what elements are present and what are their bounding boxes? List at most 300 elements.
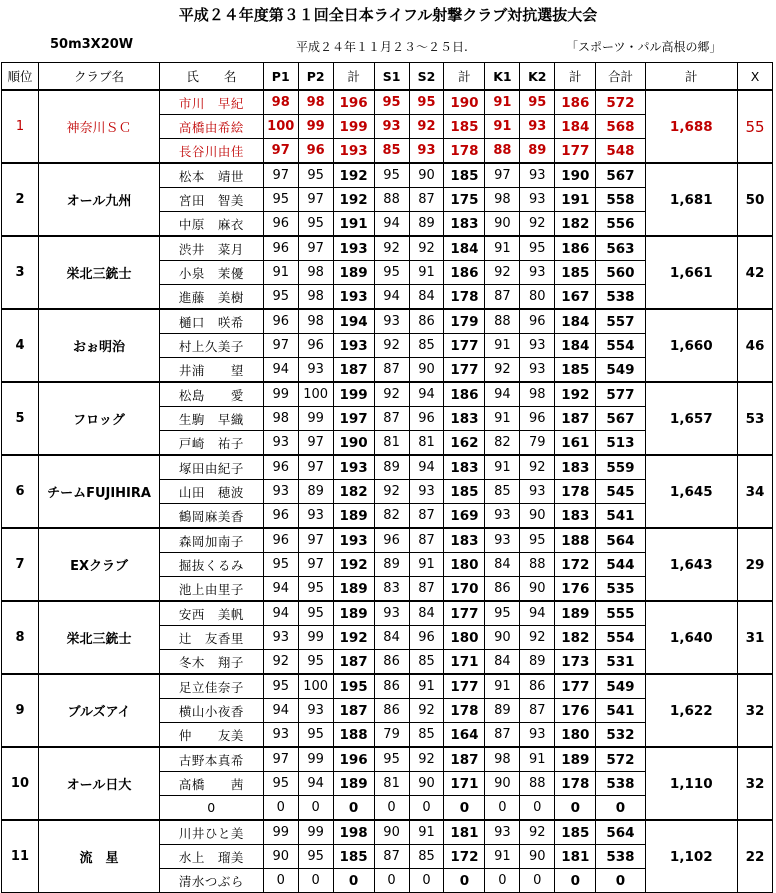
score-cell-k: 191 <box>555 188 596 212</box>
score-cell-p1: 97 <box>263 334 298 358</box>
shooter-name-cell: 0 <box>160 796 264 821</box>
score-cell-s2: 94 <box>409 455 444 480</box>
score-cell-k2: 88 <box>520 553 555 577</box>
score-cell-s2: 96 <box>409 626 444 650</box>
score-cell-k2: 92 <box>520 455 555 480</box>
score-cell-k1: 88 <box>485 139 520 164</box>
score-cell-k1: 94 <box>485 382 520 407</box>
score-cell-p: 189 <box>333 772 374 796</box>
score-cell-p2: 0 <box>298 869 333 893</box>
score-cell-p1: 94 <box>263 699 298 723</box>
score-cell-s2: 91 <box>409 261 444 285</box>
score-cell-s: 177 <box>444 334 485 358</box>
score-cell-k: 186 <box>555 236 596 261</box>
score-cell-k: 161 <box>555 431 596 456</box>
score-cell-p2: 98 <box>298 285 333 310</box>
x-count-cell: 31 <box>737 601 772 674</box>
score-cell-sum: 538 <box>596 845 645 869</box>
score-cell-s: 0 <box>444 796 485 821</box>
shooter-name-cell: 進藤 美樹 <box>160 285 264 310</box>
score-cell-s: 177 <box>444 358 485 383</box>
score-cell-p1: 98 <box>263 90 298 115</box>
column-header: 計 <box>333 63 374 91</box>
score-cell-k1: 98 <box>485 188 520 212</box>
score-cell-k2: 93 <box>520 358 555 383</box>
score-cell-p2: 98 <box>298 90 333 115</box>
score-cell-s: 177 <box>444 674 485 699</box>
score-cell-s: 178 <box>444 139 485 164</box>
score-cell-p2: 99 <box>298 747 333 772</box>
score-cell-k1: 0 <box>485 796 520 821</box>
score-cell-p2: 98 <box>298 309 333 334</box>
score-cell-s2: 0 <box>409 869 444 893</box>
score-cell-k: 187 <box>555 407 596 431</box>
club-name-cell: 栄北三銃士 <box>38 236 159 309</box>
score-cell-p2: 99 <box>298 820 333 845</box>
score-cell-s: 175 <box>444 188 485 212</box>
score-cell-k: 167 <box>555 285 596 310</box>
score-cell-sum: 0 <box>596 796 645 821</box>
x-count-cell: 32 <box>737 747 772 820</box>
score-cell-p: 0 <box>333 796 374 821</box>
team-total-cell: 1,102 <box>645 820 737 893</box>
score-cell-sum: 549 <box>596 358 645 383</box>
score-cell-p: 192 <box>333 626 374 650</box>
table-body <box>2 90 773 893</box>
score-cell-s: 181 <box>444 820 485 845</box>
score-cell-p: 187 <box>333 650 374 675</box>
score-cell-sum: 538 <box>596 285 645 310</box>
team-total-cell: 1,643 <box>645 528 737 601</box>
score-cell-k1: 0 <box>485 869 520 893</box>
team-total-cell: 1,622 <box>645 674 737 747</box>
score-cell-sum: 564 <box>596 528 645 553</box>
score-cell-sum: 567 <box>596 407 645 431</box>
results-table <box>1 62 773 893</box>
score-cell-p1: 90 <box>263 845 298 869</box>
score-cell-k2: 0 <box>520 796 555 821</box>
score-cell-p1: 96 <box>263 309 298 334</box>
score-cell-s1: 92 <box>374 236 409 261</box>
score-cell-p2: 99 <box>298 115 333 139</box>
club-name-cell: ブルズアイ <box>38 674 159 747</box>
score-cell-s2: 85 <box>409 650 444 675</box>
score-cell-p1: 96 <box>263 504 298 529</box>
column-header: P2 <box>298 63 333 91</box>
score-cell-p: 193 <box>333 334 374 358</box>
score-cell-p1: 95 <box>263 674 298 699</box>
score-cell-p1: 93 <box>263 431 298 456</box>
score-cell-sum: 554 <box>596 626 645 650</box>
score-cell-sum: 545 <box>596 480 645 504</box>
score-cell-s1: 93 <box>374 309 409 334</box>
score-cell-p2: 96 <box>298 334 333 358</box>
column-header: S1 <box>374 63 409 91</box>
table-header-row <box>2 63 773 91</box>
shooter-name-cell: 水上 瑠美 <box>160 845 264 869</box>
score-cell-p: 185 <box>333 845 374 869</box>
score-cell-sum: 549 <box>596 674 645 699</box>
score-cell-sum: 548 <box>596 139 645 164</box>
score-cell-s2: 0 <box>409 796 444 821</box>
score-cell-p: 192 <box>333 188 374 212</box>
score-cell-s1: 0 <box>374 869 409 893</box>
table-row <box>2 455 773 480</box>
score-cell-p2: 89 <box>298 480 333 504</box>
shooter-name-cell: 安西 美帆 <box>160 601 264 626</box>
score-cell-s1: 88 <box>374 188 409 212</box>
score-cell-k2: 92 <box>520 212 555 237</box>
rank-cell: 9 <box>2 674 39 747</box>
score-cell-s2: 87 <box>409 528 444 553</box>
club-name-cell: 流 星 <box>38 820 159 893</box>
shooter-name-cell: 渋井 菜月 <box>160 236 264 261</box>
score-cell-s: 185 <box>444 480 485 504</box>
score-cell-k: 185 <box>555 820 596 845</box>
score-cell-s: 186 <box>444 261 485 285</box>
score-cell-s1: 85 <box>374 139 409 164</box>
score-cell-p2: 97 <box>298 553 333 577</box>
score-cell-p2: 93 <box>298 699 333 723</box>
score-cell-k: 173 <box>555 650 596 675</box>
score-cell-p2: 97 <box>298 188 333 212</box>
rank-cell: 5 <box>2 382 39 455</box>
shooter-name-cell: 掘抜くるみ <box>160 553 264 577</box>
score-cell-p2: 98 <box>298 261 333 285</box>
score-cell-k: 183 <box>555 455 596 480</box>
column-header: 計 <box>645 63 737 91</box>
column-header: K2 <box>520 63 555 91</box>
score-cell-k: 186 <box>555 90 596 115</box>
score-cell-p: 189 <box>333 261 374 285</box>
score-cell-k2: 87 <box>520 699 555 723</box>
score-cell-s1: 86 <box>374 674 409 699</box>
column-header: S2 <box>409 63 444 91</box>
club-name-cell: 神奈川ＳＣ <box>38 90 159 163</box>
page-title: 平成２４年度第３１回全日本ライフル射撃クラブ対抗選抜大会 <box>178 6 598 24</box>
score-cell-p1: 94 <box>263 577 298 602</box>
score-cell-p2: 100 <box>298 382 333 407</box>
score-cell-s1: 94 <box>374 212 409 237</box>
shooter-name-cell: 仲 友美 <box>160 723 264 748</box>
x-count-cell: 46 <box>737 309 772 382</box>
shooter-name-cell: 森岡加南子 <box>160 528 264 553</box>
score-cell-p: 192 <box>333 163 374 188</box>
score-cell-s2: 84 <box>409 601 444 626</box>
score-cell-p1: 96 <box>263 528 298 553</box>
score-cell-k2: 93 <box>520 480 555 504</box>
table-row <box>2 528 773 553</box>
score-cell-p: 187 <box>333 358 374 383</box>
score-cell-k1: 88 <box>485 309 520 334</box>
score-cell-p: 191 <box>333 212 374 237</box>
score-cell-s2: 93 <box>409 480 444 504</box>
score-cell-p1: 94 <box>263 601 298 626</box>
score-cell-sum: 0 <box>596 869 645 893</box>
score-cell-k2: 88 <box>520 772 555 796</box>
score-cell-k2: 89 <box>520 139 555 164</box>
shooter-name-cell: 宮田 智美 <box>160 188 264 212</box>
score-cell-sum: 558 <box>596 188 645 212</box>
score-cell-p1: 97 <box>263 747 298 772</box>
score-cell-p2: 95 <box>298 650 333 675</box>
score-cell-s1: 94 <box>374 285 409 310</box>
score-cell-s: 162 <box>444 431 485 456</box>
score-cell-p1: 94 <box>263 358 298 383</box>
score-cell-sum: 563 <box>596 236 645 261</box>
score-cell-k2: 86 <box>520 674 555 699</box>
score-cell-p1: 0 <box>263 869 298 893</box>
club-name-cell: オール日大 <box>38 747 159 820</box>
table-row <box>2 747 773 772</box>
score-cell-k2: 93 <box>520 115 555 139</box>
score-cell-p1: 96 <box>263 236 298 261</box>
score-cell-k2: 96 <box>520 309 555 334</box>
score-cell-s: 187 <box>444 747 485 772</box>
score-cell-k1: 91 <box>485 334 520 358</box>
score-cell-s1: 93 <box>374 601 409 626</box>
shooter-name-cell: 古野本真希 <box>160 747 264 772</box>
score-cell-s1: 87 <box>374 358 409 383</box>
score-cell-k: 176 <box>555 699 596 723</box>
team-total-cell: 1,640 <box>645 601 737 674</box>
rank-cell: 7 <box>2 528 39 601</box>
shooter-name-cell: 井浦 望 <box>160 358 264 383</box>
score-cell-k2: 90 <box>520 845 555 869</box>
score-cell-s: 183 <box>444 407 485 431</box>
score-cell-k2: 93 <box>520 188 555 212</box>
score-cell-s: 170 <box>444 577 485 602</box>
score-cell-s1: 79 <box>374 723 409 748</box>
event-venue: 「スポーツ・パル高根の郷」 <box>566 40 722 54</box>
score-cell-s1: 86 <box>374 699 409 723</box>
team-total-cell: 1,688 <box>645 90 737 163</box>
score-cell-p: 192 <box>333 553 374 577</box>
score-cell-p2: 95 <box>298 845 333 869</box>
table-row <box>2 820 773 845</box>
score-cell-k: 180 <box>555 723 596 748</box>
score-cell-s1: 92 <box>374 480 409 504</box>
score-cell-sum: 555 <box>596 601 645 626</box>
column-header: 氏 名 <box>160 63 264 91</box>
score-cell-sum: 560 <box>596 261 645 285</box>
score-cell-s: 179 <box>444 309 485 334</box>
score-cell-k: 172 <box>555 553 596 577</box>
score-cell-p1: 91 <box>263 261 298 285</box>
score-cell-s2: 87 <box>409 188 444 212</box>
table-row <box>2 601 773 626</box>
score-cell-s1: 84 <box>374 626 409 650</box>
score-cell-p2: 99 <box>298 407 333 431</box>
column-header: 計 <box>555 63 596 91</box>
score-cell-k2: 95 <box>520 90 555 115</box>
score-cell-s: 164 <box>444 723 485 748</box>
score-cell-s2: 92 <box>409 115 444 139</box>
score-cell-k2: 92 <box>520 626 555 650</box>
score-cell-k: 184 <box>555 309 596 334</box>
score-cell-k1: 93 <box>485 820 520 845</box>
score-cell-k: 185 <box>555 358 596 383</box>
rank-cell: 2 <box>2 163 39 236</box>
score-cell-p: 188 <box>333 723 374 748</box>
score-cell-p1: 97 <box>263 163 298 188</box>
column-header: クラブ名 <box>38 63 159 91</box>
score-cell-s: 178 <box>444 699 485 723</box>
score-cell-s2: 89 <box>409 212 444 237</box>
score-cell-p2: 93 <box>298 504 333 529</box>
score-cell-s1: 90 <box>374 820 409 845</box>
score-cell-k1: 97 <box>485 163 520 188</box>
score-cell-s: 185 <box>444 115 485 139</box>
score-cell-s2: 85 <box>409 845 444 869</box>
shooter-name-cell: 市川 早紀 <box>160 90 264 115</box>
table-row <box>2 90 773 115</box>
score-cell-s: 178 <box>444 285 485 310</box>
score-cell-p2: 95 <box>298 601 333 626</box>
x-count-cell: 42 <box>737 236 772 309</box>
shooter-name-cell: 中原 麻衣 <box>160 212 264 237</box>
score-cell-k1: 91 <box>485 674 520 699</box>
score-cell-k1: 91 <box>485 236 520 261</box>
x-count-cell: 55 <box>737 90 772 163</box>
score-cell-p: 190 <box>333 431 374 456</box>
score-cell-p: 193 <box>333 139 374 164</box>
score-cell-sum: 538 <box>596 772 645 796</box>
score-cell-k1: 91 <box>485 115 520 139</box>
shooter-name-cell: 高橋由希絵 <box>160 115 264 139</box>
score-cell-s: 0 <box>444 869 485 893</box>
x-count-cell: 53 <box>737 382 772 455</box>
team-total-cell: 1,645 <box>645 455 737 528</box>
score-cell-p: 199 <box>333 115 374 139</box>
team-total-cell: 1,681 <box>645 163 737 236</box>
score-cell-k2: 92 <box>520 820 555 845</box>
score-cell-s2: 90 <box>409 163 444 188</box>
score-cell-s1: 87 <box>374 845 409 869</box>
shooter-name-cell: 鶴岡麻美香 <box>160 504 264 529</box>
score-cell-k2: 93 <box>520 334 555 358</box>
score-cell-p: 193 <box>333 236 374 261</box>
score-cell-p: 193 <box>333 528 374 553</box>
column-header: P1 <box>263 63 298 91</box>
score-cell-s1: 89 <box>374 553 409 577</box>
score-cell-p: 193 <box>333 455 374 480</box>
shooter-name-cell: 清水つぶら <box>160 869 264 893</box>
score-cell-k2: 89 <box>520 650 555 675</box>
score-cell-s2: 96 <box>409 407 444 431</box>
score-cell-k2: 80 <box>520 285 555 310</box>
score-cell-k: 0 <box>555 869 596 893</box>
score-cell-k: 189 <box>555 601 596 626</box>
score-cell-k2: 95 <box>520 236 555 261</box>
score-cell-k: 177 <box>555 674 596 699</box>
score-cell-s1: 82 <box>374 504 409 529</box>
score-cell-p: 0 <box>333 869 374 893</box>
score-cell-s: 183 <box>444 212 485 237</box>
score-cell-s: 180 <box>444 626 485 650</box>
shooter-name-cell: 戸崎 祐子 <box>160 431 264 456</box>
score-cell-s: 190 <box>444 90 485 115</box>
shooter-name-cell: 松島 愛 <box>160 382 264 407</box>
shooter-name-cell: 村上久美子 <box>160 334 264 358</box>
shooter-name-cell: 樋口 咲希 <box>160 309 264 334</box>
score-cell-s1: 92 <box>374 382 409 407</box>
score-cell-p1: 95 <box>263 188 298 212</box>
score-cell-s1: 83 <box>374 577 409 602</box>
score-cell-p2: 95 <box>298 163 333 188</box>
score-cell-s1: 81 <box>374 431 409 456</box>
score-cell-p: 199 <box>333 382 374 407</box>
team-total-cell: 1,661 <box>645 236 737 309</box>
score-cell-s: 185 <box>444 163 485 188</box>
score-cell-k: 183 <box>555 504 596 529</box>
score-cell-k1: 95 <box>485 601 520 626</box>
score-cell-p1: 98 <box>263 407 298 431</box>
score-cell-p2: 96 <box>298 139 333 164</box>
table-row <box>2 674 773 699</box>
score-cell-s2: 86 <box>409 309 444 334</box>
score-cell-sum: 572 <box>596 90 645 115</box>
score-cell-p: 189 <box>333 504 374 529</box>
score-cell-s: 183 <box>444 455 485 480</box>
club-name-cell: チームFUJIHIRA <box>38 455 159 528</box>
score-cell-sum: 572 <box>596 747 645 772</box>
score-cell-s2: 85 <box>409 723 444 748</box>
shooter-name-cell: 横山小夜香 <box>160 699 264 723</box>
score-cell-sum: 556 <box>596 212 645 237</box>
score-cell-s2: 85 <box>409 334 444 358</box>
score-cell-s: 172 <box>444 845 485 869</box>
score-cell-s2: 84 <box>409 285 444 310</box>
score-cell-s1: 86 <box>374 650 409 675</box>
score-cell-k2: 95 <box>520 528 555 553</box>
score-cell-k2: 79 <box>520 431 555 456</box>
score-cell-p2: 94 <box>298 772 333 796</box>
score-cell-s1: 96 <box>374 528 409 553</box>
score-cell-s: 180 <box>444 553 485 577</box>
x-count-cell: 22 <box>737 820 772 893</box>
column-header: 合計 <box>596 63 645 91</box>
score-cell-sum: 535 <box>596 577 645 602</box>
score-cell-s1: 92 <box>374 334 409 358</box>
rank-cell: 3 <box>2 236 39 309</box>
score-cell-p2: 100 <box>298 674 333 699</box>
score-cell-sum: 559 <box>596 455 645 480</box>
score-cell-k: 0 <box>555 796 596 821</box>
rank-cell: 1 <box>2 90 39 163</box>
score-cell-s2: 90 <box>409 358 444 383</box>
score-cell-k: 190 <box>555 163 596 188</box>
team-total-cell: 1,110 <box>645 747 737 820</box>
score-cell-s2: 93 <box>409 139 444 164</box>
score-cell-sum: 541 <box>596 699 645 723</box>
score-cell-s: 184 <box>444 236 485 261</box>
score-cell-sum: 567 <box>596 163 645 188</box>
score-cell-sum: 544 <box>596 553 645 577</box>
score-cell-p: 197 <box>333 407 374 431</box>
score-cell-s2: 81 <box>409 431 444 456</box>
score-cell-s2: 92 <box>409 747 444 772</box>
score-cell-s2: 91 <box>409 553 444 577</box>
score-cell-p: 182 <box>333 480 374 504</box>
score-cell-k: 181 <box>555 845 596 869</box>
score-cell-p2: 93 <box>298 358 333 383</box>
score-cell-s: 171 <box>444 772 485 796</box>
rank-cell: 6 <box>2 455 39 528</box>
score-cell-s2: 91 <box>409 820 444 845</box>
score-cell-k1: 91 <box>485 845 520 869</box>
score-cell-p2: 97 <box>298 236 333 261</box>
